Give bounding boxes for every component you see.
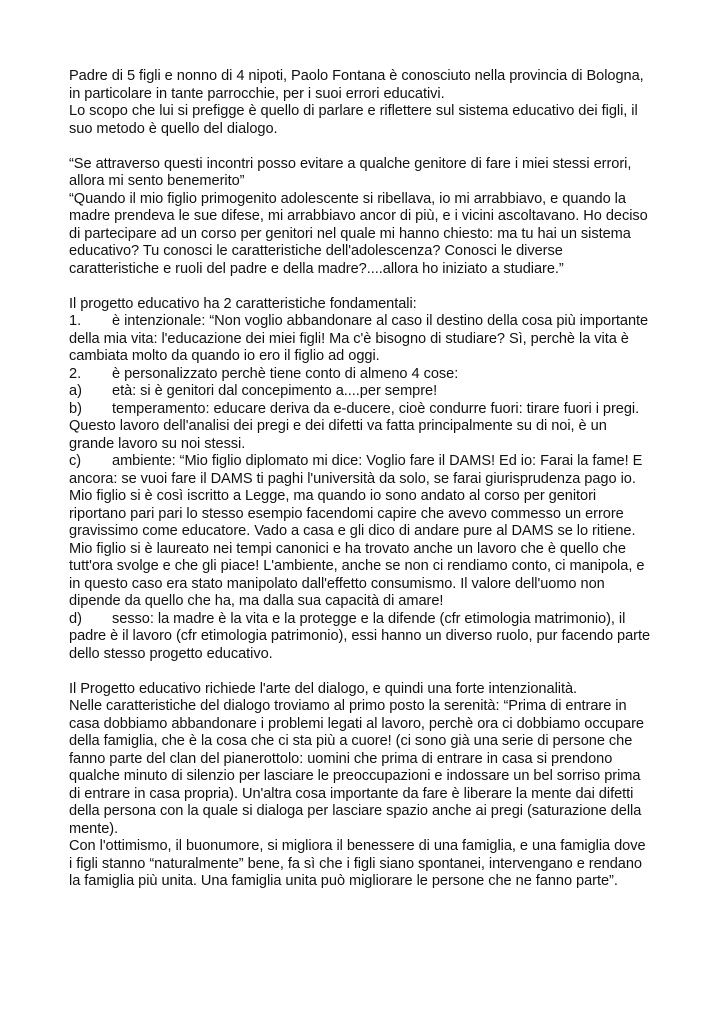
- intro-paragraph: [69, 68, 669, 138]
- text-line: la famiglia più unita. Una famiglia unita può migliorare le persone che ne fanno parte”.: [69, 873, 618, 889]
- list-item-text: sesso: la madre è la vita e la protegge e la difende (cfr etimologia matrimonio), il: [112, 610, 626, 627]
- text-line: Mio figlio si è laureato nei tempi canonici e ha trovato anche un lavoro che è quello che: [69, 540, 626, 557]
- paragraph-gap: [69, 278, 669, 296]
- text-line: ancora: se vuoi fare il DAMS ti paghi l'università da solo, se farai giurisprudenza pago io.: [69, 470, 636, 487]
- list-item: [69, 453, 669, 611]
- text-line: in particolare in tante parrocchie, per i suoi errori educativi.: [69, 85, 445, 102]
- list-item: [69, 611, 669, 664]
- paragraph-gap: [69, 138, 669, 156]
- list-item: [69, 383, 669, 401]
- list-item-line: [69, 401, 669, 419]
- text-line: fanno parte del clan del pianerottolo: uomini che prima di entrare in casa si prendono: [69, 750, 613, 767]
- list-item-text: età: si è genitori dal concepimento a....per sempre!: [112, 383, 438, 399]
- text-line: Questo lavoro dell'analisi dei pregi e dei difetti va fatta principalmente su di noi, è un: [69, 418, 607, 434]
- text-line: Con l'ottimismo, il buonumore, si migliora il benessere di una famiglia, e una famiglia dove: [69, 838, 646, 854]
- text-line: cambiata molto da quando io ero il figlio ad oggi.: [69, 348, 380, 364]
- list-marker: c): [69, 453, 82, 469]
- text-line: suo metodo è quello del dialogo.: [69, 120, 278, 137]
- text-line: di partecipare ad un corso per genitori nel quale mi hanno chiesto: ma tu hai un sistema: [69, 225, 631, 242]
- text-line: “Se attraverso questi incontri posso evitare a qualche genitore di fare i miei stessi errori,: [69, 155, 632, 172]
- list-item-line: [69, 611, 669, 629]
- document-page: [69, 68, 669, 891]
- text-line: riportano pari pari lo stesso esempio facendomi capire che avevo commesso un errore: [69, 505, 624, 522]
- text-line: della famiglia, che è la cosa che ci sta più a cuore! (ci sono già una serie di persone che: [69, 733, 633, 749]
- text-line: dipende da quello che ha, ma dalla sua capacità di amare!: [69, 593, 444, 609]
- text-line: Il Progetto educativo richiede l'arte del dialogo, e quindi una forte intenzionalità.: [69, 680, 578, 697]
- list-marker: 1.: [69, 313, 82, 329]
- quote-paragraph: [69, 156, 669, 279]
- text-line: tutt'ora svolge e che gli piace! L'ambiente, anche se non ci rendiamo conto, ci manipola, e: [69, 558, 645, 574]
- list-item: [69, 366, 669, 384]
- dialogue-paragraph: [69, 681, 669, 891]
- list-item: [69, 313, 669, 366]
- list-item-text: è personalizzato perchè tiene conto di almeno 4 cose:: [112, 365, 459, 382]
- text-line: padre è il lavoro (cfr etimologia patrimonio), essi hanno un diverso ruolo, pur facendo parte: [69, 628, 651, 644]
- list-item-text: temperamento: educare deriva da e-ducere, cioè condurre fuori: tirare fuori i pregi.: [112, 400, 640, 417]
- list-item-line: [69, 383, 669, 401]
- text-line: Lo scopo che lui si prefigge è quello di parlare e riflettere sul sistema educativo dei figli, il: [69, 103, 638, 119]
- text-line: della persona con la quale si dialoga per lasciare spazio anche ai pregi (saturazione della: [69, 803, 642, 819]
- text-line: Nelle caratteristiche del dialogo troviamo al primo posto la serenità: “Prima di entrare in: [69, 698, 627, 714]
- list-item: [69, 401, 669, 454]
- paragraph-gap: [69, 663, 669, 681]
- text-line: di entrare in casa propria). Un'altra cosa importante da fare è liberare la mente dai difetti: [69, 785, 634, 802]
- text-line: madre prendeva le sue difese, mi arrabbiavo ancor di più, e i vicini ascoltavano. Ho deciso: [69, 208, 648, 224]
- text-line: della mia vita: l'educazione dei miei figli! Ma c'è bisogno di studiare? Sì, perchè la vita è: [69, 330, 629, 347]
- text-line: allora mi sento benemerito”: [69, 173, 245, 189]
- text-line: qualche minuto di silenzio per lasciare le preoccupazioni e indossare un bel sorriso prima: [69, 768, 641, 784]
- list-item-line: [69, 453, 669, 471]
- text-line: dello stesso progetto educativo.: [69, 645, 273, 662]
- text-line: mente).: [69, 820, 119, 837]
- list-marker: b): [69, 400, 82, 417]
- text-line: in questo caso era stato manipolato dall'effetto consumismo. Il valore dell'uomo non: [69, 575, 605, 592]
- text-line: educativo? Tu conosci le caratteristiche dell'adolescenza? Conosci le diverse: [69, 243, 563, 259]
- section-heading: Il progetto educativo ha 2 caratteristiche fondamentali:: [69, 295, 417, 312]
- text-line: “Quando il mio figlio primogenito adolescente si ribellava, io mi arrabbiavo, e quando la: [69, 190, 626, 207]
- list-marker: a): [69, 383, 82, 399]
- text-line: Mio figlio si è così iscritto a Legge, ma quando io sono andato al corso per genitori: [69, 488, 597, 504]
- project-section: [69, 296, 669, 664]
- list-item-text: ambiente: “Mio figlio diplomato mi dice: Voglio fare il DAMS! Ed io: Farai la fame! E: [112, 453, 643, 469]
- list-marker: 2.: [69, 365, 82, 382]
- text-line: gravissimo come educatore. Vado a casa e gli dico di andare pure al DAMS se lo ritiene.: [69, 523, 636, 539]
- text-line: caratteristiche e ruoli del padre e della madre?....allora ho iniziato a studiare.”: [69, 260, 564, 277]
- list-item-line: [69, 366, 669, 384]
- text-line: i figli stanno “naturalmente” bene, fa sì che i figli siano spontanei, intervengano e rendano: [69, 855, 642, 872]
- text-line: casa dobbiamo abbandonare i problemi legati al lavoro, perchè ora ci dobbiamo occupare: [69, 715, 644, 732]
- list-item-line: [69, 313, 669, 331]
- list-marker: d): [69, 610, 82, 627]
- text-line: grande lavoro su noi stessi.: [69, 435, 246, 452]
- list-item-text: è intenzionale: “Non voglio abbandonare al caso il destino della cosa più importante: [112, 313, 649, 329]
- text-line: Padre di 5 figli e nonno di 4 nipoti, Paolo Fontana è conosciuto nella provincia di Bologna,: [69, 68, 644, 84]
